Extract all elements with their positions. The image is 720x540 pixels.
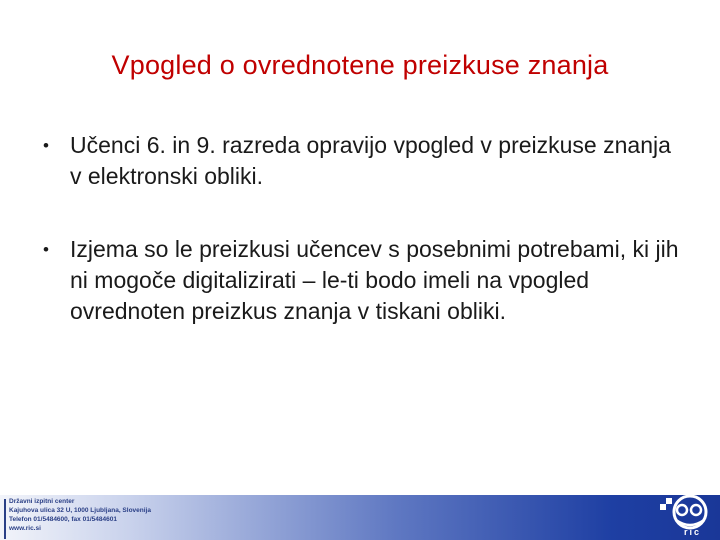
footer-contact <box>9 497 151 533</box>
bullet-text: Učenci 6. in 9. razreda opravijo vpogled v preizkuse znanja v elektronski obliki. <box>70 132 671 189</box>
bullet-item <box>40 130 680 192</box>
footer-divider <box>4 499 6 539</box>
footer-website: www.ric.si <box>9 525 41 532</box>
footer-address: Kajuhova ulica 32 U, 1000 Ljubljana, Slovenija <box>9 507 151 514</box>
footer-org-name: Državni izpitni center <box>9 498 75 505</box>
slide-title: Vpogled o ovrednotene preizkuse znanja <box>111 50 609 80</box>
logo-text: ric <box>684 527 702 537</box>
bullet-marker: • <box>43 240 49 259</box>
bullet-list <box>40 130 680 369</box>
footer-phone: Telefon 01/5484600, fax 01/5484601 <box>9 516 117 523</box>
bullet-item <box>40 234 680 327</box>
bullet-text: Izjema so le preizkusi učencev s posebnimi potrebami, ki jih ni mogoče digitalizirati – le-ti bodo imeli na vpogled ovrednoten preizkus znanja v tiskani obliki. <box>70 236 679 324</box>
bullet-marker: • <box>43 136 49 155</box>
